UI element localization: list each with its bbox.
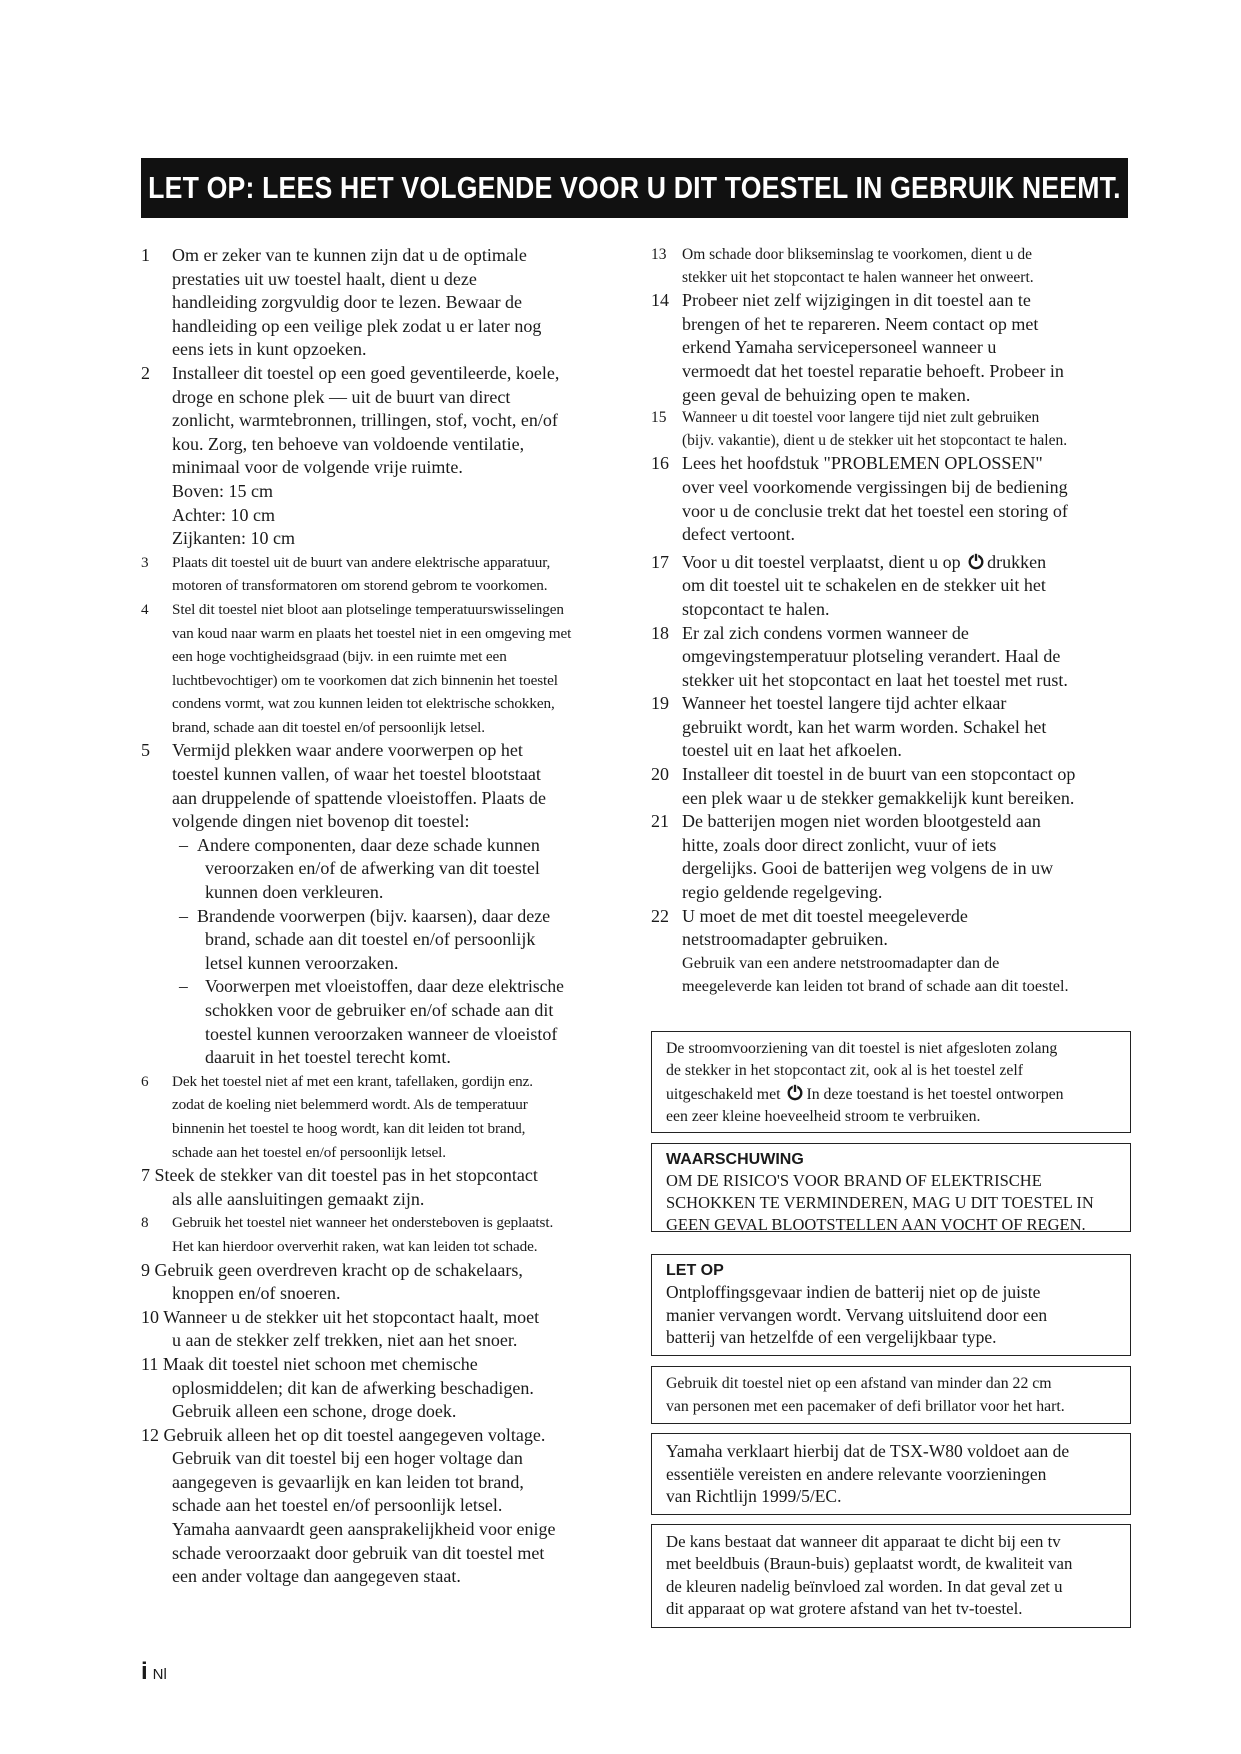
list-item: 15 Wanneer u dit toestel voor langere tijd niet zult gebruiken (bijv. vakantie), dient u de stekker uit het stopcontact te halen. (651, 409, 1068, 449)
left-column (141, 244, 631, 1589)
list-item: 18 Er zal zich condens vormen wanneer de omgevingstemperatuur plotseling verandert. Haal de stekker uit het stopcontact en laat het toestel met rust. (651, 622, 1068, 690)
list-item: 3 Plaats dit toestel uit de buurt van andere elektrische apparatuur, motoren of transformatoren om storend gebrom te voorkomen. (141, 553, 551, 595)
declaration-box: Yamaha verklaart hierbij dat de TSX-W80 voldoet aan de essentiële vereisten en andere relevante voorzieningen van Richtlijn 1999/5/EC. (651, 1433, 1131, 1515)
list-item: 2 Installeer dit toestel op een goed geventileerde, koele, droge en schone plek — uit de buurt van direct zonlicht, warmtebronnen, trillingen, stof, vocht, en/of kou. Zorg, ten behoeve van voldoende ventilatie, minimaal voor de volgende vrije ruimte. Boven: 15 cm Achter: 10 cm Zijkanten: 10 cm (141, 362, 560, 549)
sub-list-item: – Voorwerpen met vloeistoffen, daar deze elektrische schokken voor de gebruiker en/of schade aan dit toestel kunnen veroorzaken wanneer de vloeistof daaruit in het toestel terecht komt. (179, 976, 564, 1068)
list-item: 1 Om er zeker van te kunnen zijn dat u de optimale prestaties uit uw toestel haalt, dient u deze handleiding zorgvuldig door te lezen. Bewaar de handleiding op een veilige plek zodat u er later nog eens iets in kunt opzoeken. (141, 245, 542, 360)
caution-box: LET OP Ontploffingsgevaar indien de batterij niet op de juiste manier vervangen wordt. Vervang uitsluitend door een batterij van hetzelfde of een vergelijkbaar type. (651, 1254, 1131, 1356)
caution-title: LET OP (666, 1262, 724, 1279)
standby-note-box: De stroomvoorziening van dit toestel is niet afgesloten zolang de stekker in het stopcontact zit, ook al is het toestel zelf uitgeschakeld met In deze toestand is het toestel ontworpen een zeer kleine hoeveelheid stroom te verbruiken. (651, 1031, 1131, 1133)
sub-list-item: – Andere componenten, daar deze schade kunnen veroorzaken en/of de afwerking van dit toestel kunnen doen verkleuren. (179, 834, 540, 903)
list-item: 5 Vermijd plekken waar andere voorwerpen op het toestel kunnen vallen, of waar het toestel blootstaat aan druppelende of spattende vloeistoffen. Plaats de volgende dingen niet bovenop dit toestel: (141, 740, 547, 832)
list-item: 16 Lees het hoofdstuk "PROBLEMEN OPLOSSEN" over veel voorkomende vergissingen bij de bediening voor u de conclusie trekt dat het toestel een storing of defect vertoont. (651, 453, 1068, 545)
page-number: i Nl (141, 1658, 167, 1685)
tv-note-box: De kans bestaat dat wanneer dit apparaat te dicht bij een tv met beeldbuis (Braun-buis) geplaatst wordt, de kwaliteit van de kleuren nadelig beïnvloed zal worden. In dat geval zet u dit apparaat op wat grotere afstand van het tv-toestel. (651, 1524, 1131, 1628)
list-item: 7 Steek de stekker van dit toestel pas in het stopcontact als alle aansluitingen gemaakt zijn. (141, 1165, 538, 1209)
list-item: 20 Installeer dit toestel in de buurt van een stopcontact op een plek waar u de stekker gemakkelijk kunt bereiken. (651, 764, 1076, 808)
list-item: 22 U moet de met dit toestel meegeleverde netstroomadapter gebruiken. Gebruik van een andere netstroomadapter dan de meegeleverde kan leiden tot brand of schade aan dit toestel. (651, 905, 1069, 996)
power-icon (967, 552, 985, 570)
sub-list-item: – Brandende voorwerpen (bijv. kaarsen), daar deze brand, schade aan dit toestel en/of persoonlijk letsel kunnen veroorzaken. (179, 905, 551, 973)
warning-box: WAARSCHUWING OM DE RISICO'S VOOR BRAND OF ELEKTRISCHE SCHOKKEN TE VERMINDEREN, MAG U DIT TOESTEL IN GEEN GEVAL BLOOTSTELLEN AAN VOCHT OF REGEN. (651, 1143, 1131, 1232)
list-item: 19 Wanneer het toestel langere tijd achter elkaar gebruikt wordt, kan het warm worden. Schakel het toestel uit en laat het afkoelen. (651, 693, 1047, 761)
list-item: 4 Stel dit toestel niet bloot aan plotselinge temperatuurswisselingen van koud naar warm en plaats het toestel niet in een omgeving met een hoge vochtigheidsgraad (bijv. in een ruimte met een luchtbevochtiger) om te voorkomen dat zich binnenin het toestel condens vormt, wat zou kunnen leiden tot elektrische schokken, brand, schade aan dit toestel en/of persoonlijk letsel. (141, 600, 572, 736)
list-item: 10 Wanneer u de stekker uit het stopcontact haalt, moet u aan de stekker zelf trekken, niet aan het snoer. (141, 1306, 540, 1351)
warning-banner (141, 158, 1128, 218)
list-item: 13 Om schade door blikseminslag te voorkomen, dient u de stekker uit het stopcontact te halen wanneer het onweert. (651, 246, 1034, 286)
list-item: 8 Gebruik het toestel niet wanneer het ondersteboven is geplaatst. Het kan hierdoor oververhit raken, wat kan leiden tot schade. (141, 1214, 554, 1255)
list-item: 12 Gebruik alleen het op dit toestel aangegeven voltage. Gebruik van dit toestel bij een hoger voltage dan aangegeven is gevaarlijk en kan leiden tot brand, schade aan het toestel en/of persoonlijk letsel. Yamaha aanvaardt geen aansprakelijkheid voor enige schade veroorzaakt door gebruik van dit toestel met een ander voltage dan aangegeven staat. (141, 1424, 556, 1587)
list-item: 14 Probeer niet zelf wijzigingen in dit toestel aan te brengen of het te repareren. Neem contact op met erkend Yamaha servicepersoneel wanneer u vermoedt dat het toestel reparatie behoeft. Probeer in geen geval de behuizing open te maken. (651, 290, 1064, 405)
list-item: 9 Gebruik geen overdreven kracht op de schakelaars, knoppen en/of snoeren. (141, 1259, 523, 1304)
list-item: 17 Voor u dit toestel verplaatst, dient u op drukken om dit toestel uit te schakelen en de stekker uit het stopcontact te halen. (651, 551, 1047, 619)
pacemaker-note-box: Gebruik dit toestel niet op een afstand van minder dan 22 cm van personen met een pacemaker of defi brillator voor het hart. (651, 1366, 1131, 1424)
list-item: 11 Maak dit toestel niet schoon met chemische oplosmiddelen; dit kan de afwerking beschadigen. Gebruik alleen een schone, droge doek. (141, 1353, 534, 1422)
list-item: 6 Dek het toestel niet af met een krant, tafellaken, gordijn enz. zodat de koeling niet belemmerd wordt. Als de temperatuur binnenin het toestel te hoog wordt, kan dit leiden tot brand, schade aan het toestel en/of persoonlijk letsel. (141, 1072, 534, 1161)
warning-title: WAARSCHUWING (666, 1151, 804, 1168)
list-item: 21 De batterijen mogen niet worden blootgesteld aan hitte, zoals door direct zonlicht, vuur of iets dergelijks. Gooi de batterijen weg volgens de in uw regio geldende regelgeving. (651, 811, 1054, 903)
power-icon (786, 1083, 804, 1101)
right-column (651, 244, 1131, 999)
banner-title: LET OP: LEES HET VOLGENDE VOOR U DIT TOESTEL IN GEBRUIK NEEMT. (148, 170, 1121, 205)
